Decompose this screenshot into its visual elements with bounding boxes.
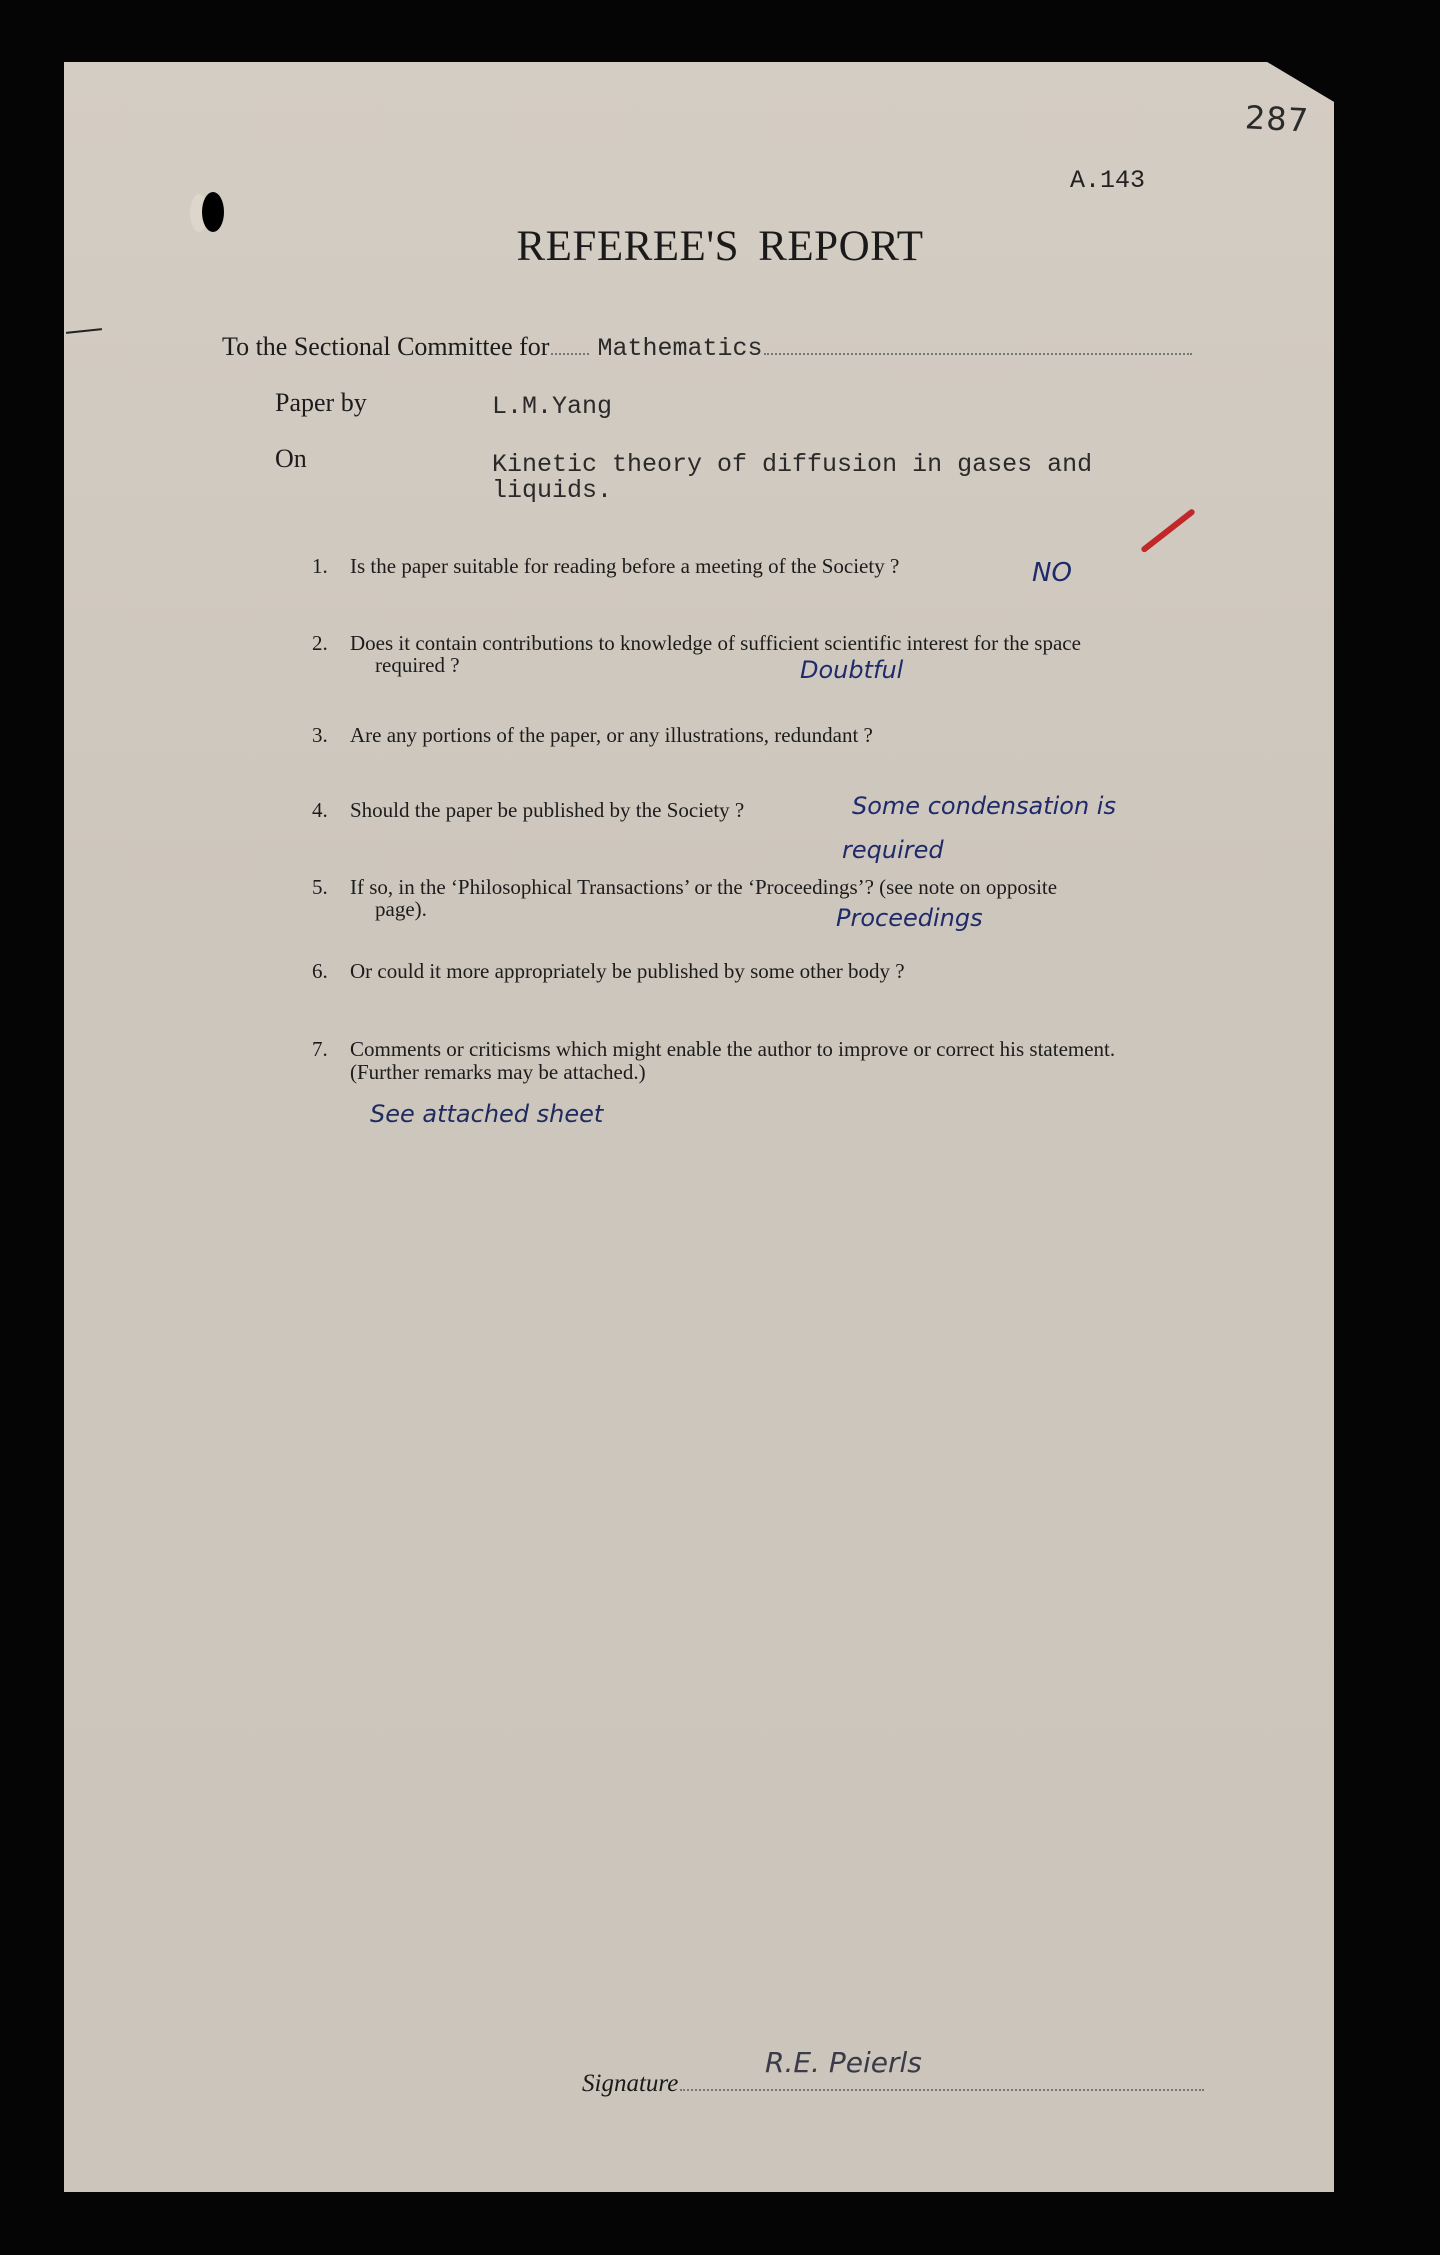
paper-by-value: L.M.Yang [492, 392, 613, 421]
question-text: Or could it more appropriately be published by some other body ? [350, 959, 905, 983]
question-number: 4. [312, 798, 328, 822]
signature-label: Signature [582, 2070, 679, 2097]
question-7-line2: (Further remarks may be attached.) [350, 1060, 646, 1084]
committee-label: To the Sectional Committee for [222, 332, 550, 361]
folio-number: 287 [1244, 98, 1311, 140]
answer-7: See attached sheet [370, 1100, 604, 1128]
dotted-leader [551, 352, 589, 355]
answer-1: NO [1032, 558, 1072, 588]
question-text: Comments or criticisms which might enable the author to improve or correct his statement. [350, 1037, 1116, 1061]
question-number: 1. [312, 554, 328, 578]
question-number: 6. [312, 959, 328, 983]
answer-4-line2: required [842, 836, 944, 864]
document-page [64, 62, 1334, 2192]
question-number: 2. [312, 631, 328, 655]
paper-by-label: Paper by [275, 388, 367, 417]
reference-number: A.143 [1070, 166, 1146, 195]
committee-row [222, 332, 1192, 363]
question-text: If so, in the ‘Philosophical Transactions’ or the ‘Proceedings’? (see note on opposite [350, 875, 1058, 899]
question-number: 3. [312, 723, 328, 747]
dotted-line [764, 352, 1192, 355]
question-text: Are any portions of the paper, or any illustrations, redundant ? [350, 723, 873, 747]
committee-value: Mathematics [597, 334, 763, 363]
on-label: On [275, 444, 307, 473]
signature-value: R.E. Peierls [765, 2046, 922, 2079]
on-value-line1: Kinetic theory of diffusion in gases and [492, 450, 1093, 479]
answer-5: Proceedings [836, 904, 983, 932]
question-2-line2: required ? [375, 653, 460, 677]
question-text: Is the paper suitable for reading before a meeting of the Society ? [350, 554, 900, 578]
page-title: REFEREE'S REPORT [516, 223, 924, 270]
answer-2: Doubtful [800, 656, 904, 684]
question-text: Does it contain contributions to knowledge of sufficient scientific interest for the space [350, 631, 1081, 655]
on-value-line2: liquids. [492, 476, 613, 505]
signature-line [680, 2088, 1204, 2091]
question-number: 7. [312, 1037, 328, 1061]
question-5-line2: page). [375, 897, 427, 921]
question-text: Should the paper be published by the Society ? [350, 798, 745, 822]
question-number: 5. [312, 875, 328, 899]
answer-4: Some condensation is [852, 792, 1116, 820]
